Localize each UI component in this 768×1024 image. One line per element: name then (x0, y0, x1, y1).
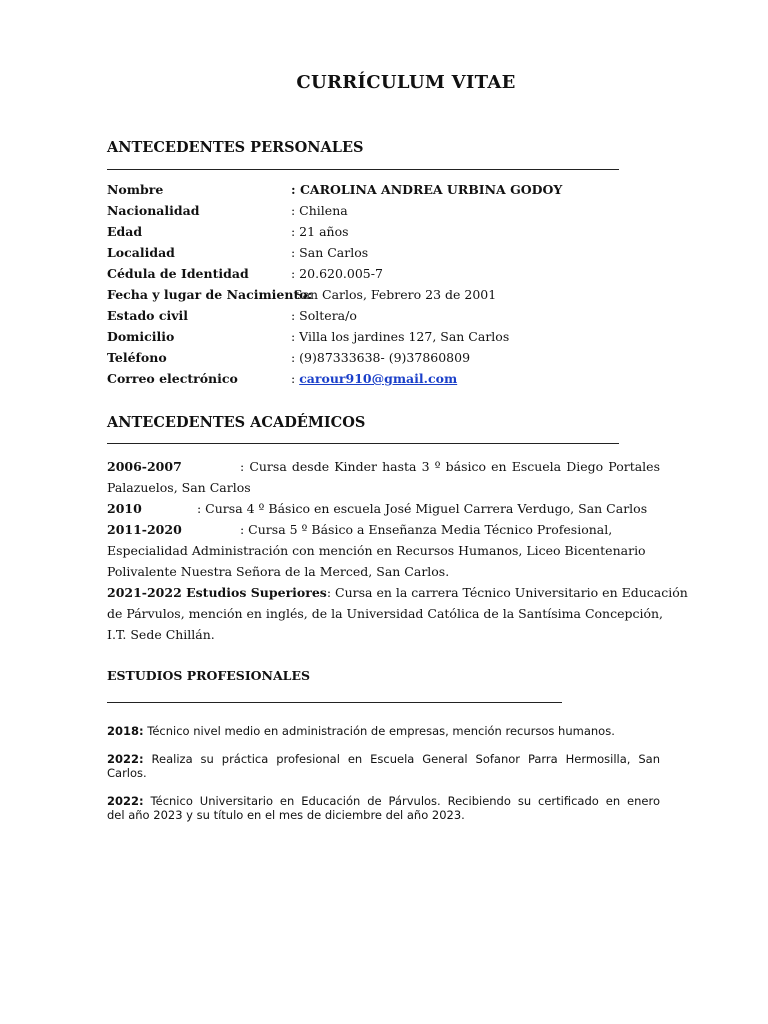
professional-entry-2022-practica (107, 752, 660, 780)
correo-colon: : (291, 371, 300, 386)
professional-line (107, 794, 660, 808)
label-localidad: Localidad (107, 245, 175, 260)
professional-text: Técnico nivel medio en administración de empresas, mención recursos humanos. (143, 724, 615, 738)
value-cedula: : 20.620.005-7 (291, 266, 383, 281)
academic-text: : Cursa 5 º Básico a Enseñanza Media Técnico Profesional, (240, 522, 613, 537)
academic-divider (107, 443, 619, 444)
label-nacionalidad: Nacionalidad (107, 203, 200, 218)
academic-heading: ANTECEDENTES ACADÉMICOS (107, 414, 366, 431)
professional-heading: ESTUDIOS PROFESIONALES (107, 668, 311, 683)
professional-entry-2018 (107, 724, 660, 738)
value-nombre: : CAROLINA ANDREA URBINA GODOY (291, 182, 563, 197)
academic-text: Polivalente Nuestra Señora de la Merced, San Carlos. (107, 564, 450, 579)
professional-divider (107, 702, 562, 703)
academic-text: : Cursa en la carrera Técnico Universitario en Educación (326, 585, 688, 600)
professional-text: Carlos. (107, 766, 147, 780)
academic-text: : Cursa 4 º Básico en escuela José Miguel Carrera Verdugo, San Carlos (197, 501, 648, 516)
label-cedula: Cédula de Identidad (107, 266, 249, 281)
academic-entry-2021 (107, 582, 688, 645)
personal-heading: ANTECEDENTES PERSONALES (107, 139, 364, 156)
academic-line (107, 519, 660, 540)
personal-divider (107, 169, 619, 170)
label-domicilio: Domicilio (107, 329, 175, 344)
academic-year: 2006-2007 (107, 459, 182, 474)
academic-line (107, 582, 688, 603)
professional-text: del año 2023 y su título en el mes de diciembre del año 2023. (107, 808, 465, 822)
label-telefono: Teléfono (107, 350, 167, 365)
professional-entry-2022-titulo (107, 794, 660, 822)
professional-line (107, 724, 660, 738)
academic-year: 2010 (107, 501, 142, 516)
academic-year: 2011-2020 (107, 522, 182, 537)
label-nombre: Nombre (107, 182, 164, 197)
academic-text: : Cursa desde Kinder hasta 3 º básico en Escuela Diego Portales (240, 459, 660, 474)
label-correo: Correo electrónico (107, 371, 238, 386)
academic-text: Palazuelos, San Carlos (107, 480, 251, 495)
academic-text: I.T. Sede Chillán. (107, 627, 215, 642)
academic-line (107, 456, 660, 477)
value-edad: : 21 años (291, 224, 349, 239)
academic-entry-2011 (107, 519, 660, 582)
value-estado-civil: : Soltera/o (291, 308, 357, 323)
professional-year: 2022: (107, 794, 144, 808)
professional-text: Técnico Universitario en Educación de Párvulos. Recibiendo su certificado en enero (143, 794, 660, 808)
professional-text: Realiza su práctica profesional en Escuela General Sofanor Parra Hermosilla, San (143, 752, 660, 766)
email-link[interactable]: carour910@gmail.com (299, 371, 458, 386)
professional-year: 2018: (107, 724, 144, 738)
academic-line (107, 498, 660, 519)
professional-year: 2022: (107, 752, 144, 766)
document-title: CURRÍCULUM VITAE (296, 72, 516, 93)
value-correo (291, 371, 457, 386)
value-telefono: : (9)87333638- (9)37860809 (291, 350, 471, 365)
label-edad: Edad (107, 224, 143, 239)
academic-entry-2006 (107, 456, 660, 498)
value-localidad: : San Carlos (291, 245, 369, 260)
academic-text: Especialidad Administración con mención en Recursos Humanos, Liceo Bicentenario (107, 543, 646, 558)
academic-text: de Párvulos, mención en inglés, de la Universidad Católica de la Santísima Concepción, (107, 606, 664, 621)
label-estado-civil: Estado civil (107, 308, 188, 323)
academic-entry-2010 (107, 498, 660, 519)
value-domicilio: : Villa los jardines 127, San Carlos (291, 329, 510, 344)
label-nacimiento: Fecha y lugar de Nacimiento: (107, 287, 313, 302)
value-nacimiento: San Carlos, Febrero 23 de 2001 (294, 287, 497, 302)
professional-line (107, 752, 660, 766)
value-nacionalidad: : Chilena (291, 203, 348, 218)
academic-year: 2021-2022 Estudios Superiores (107, 585, 327, 600)
